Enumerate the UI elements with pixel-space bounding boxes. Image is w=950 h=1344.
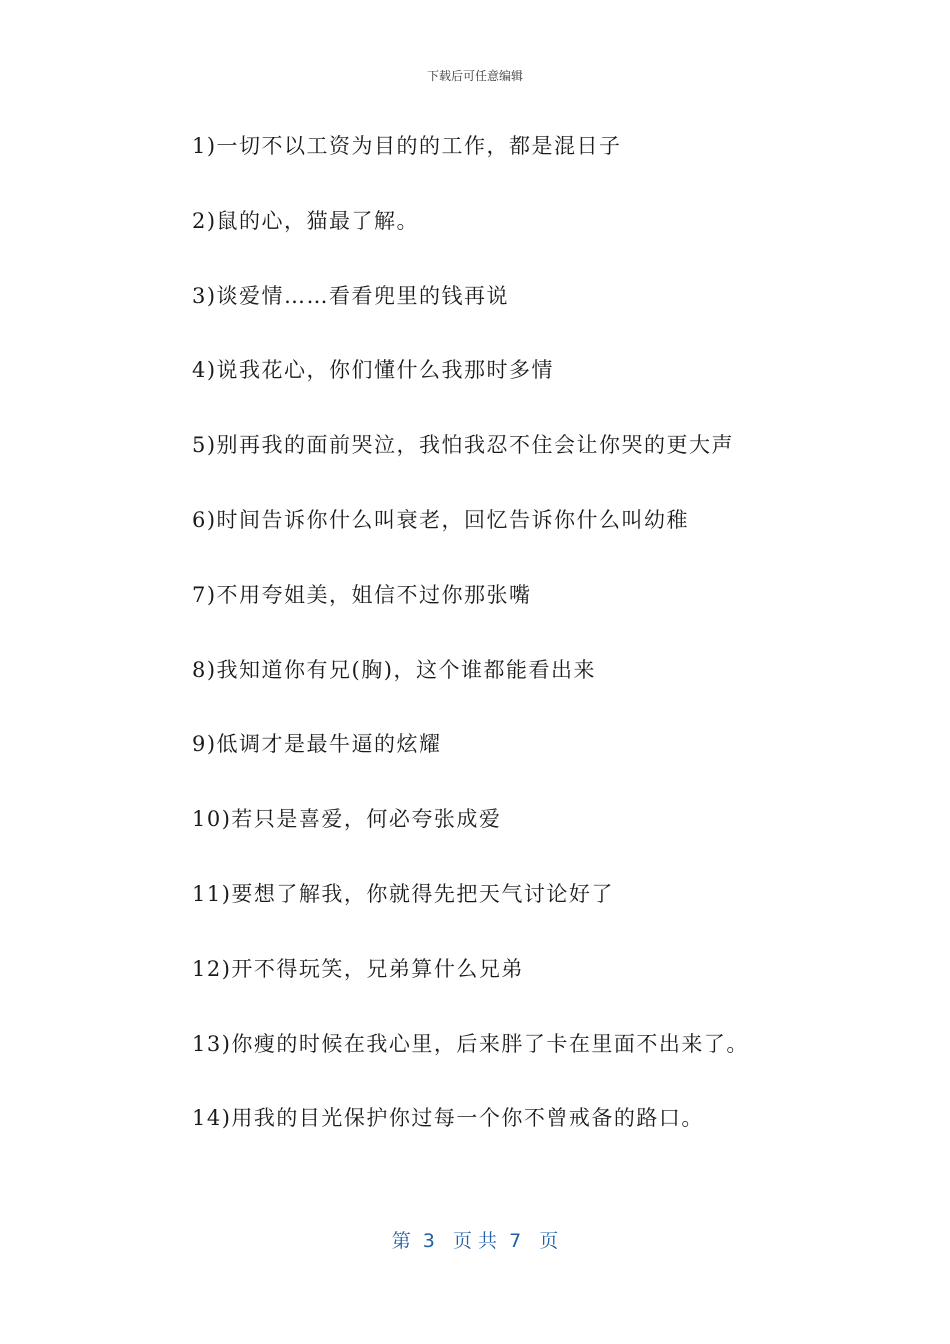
page-header: 下载后可任意编辑 — [426, 69, 523, 83]
text-line: 4)说我花心，你们懂什么我那时多情 — [192, 358, 555, 383]
page-number-footer: 第 3 页 共 7 页 — [391, 1230, 559, 1252]
text-line: 14)用我的目光保护你过每一个你不曾戒备的路口。 — [192, 1106, 704, 1131]
text-line: 7)不用夸姐美，姐信不过你那张嘴 — [192, 582, 532, 607]
text-line: 8)我知道你有兄(胸)，这个谁都能看出来 — [192, 657, 596, 682]
text-line: 1)一切不以工资为目的的工作，都是混日子 — [192, 134, 622, 158]
text-line: 11)要想了解我，你就得先把天气讨论好了 — [192, 881, 614, 906]
text-lines — [192, 128, 912, 1175]
text-line: 13)你瘦的时候在我心里，后来胖了卡在里面不出来了。 — [192, 1031, 749, 1056]
text-line: 2)鼠的心，猫最了解。 — [192, 208, 420, 233]
text-line: 3)谈爱情……看看兜里的钱再说 — [192, 283, 510, 308]
text-line: 6)时间告诉你什么叫衰老，回忆告诉你什么叫幼稚 — [192, 507, 690, 532]
text-line: 9)低调才是最牛逼的炫耀 — [192, 732, 442, 757]
text-line: 5)别再我的面前哭泣，我怕我忍不住会让你哭的更大声 — [192, 433, 735, 458]
text-line: 12)开不得玩笑，兄弟算什么兄弟 — [192, 956, 524, 981]
text-line: 10)若只是喜爱，何必夸张成爱 — [192, 807, 502, 832]
